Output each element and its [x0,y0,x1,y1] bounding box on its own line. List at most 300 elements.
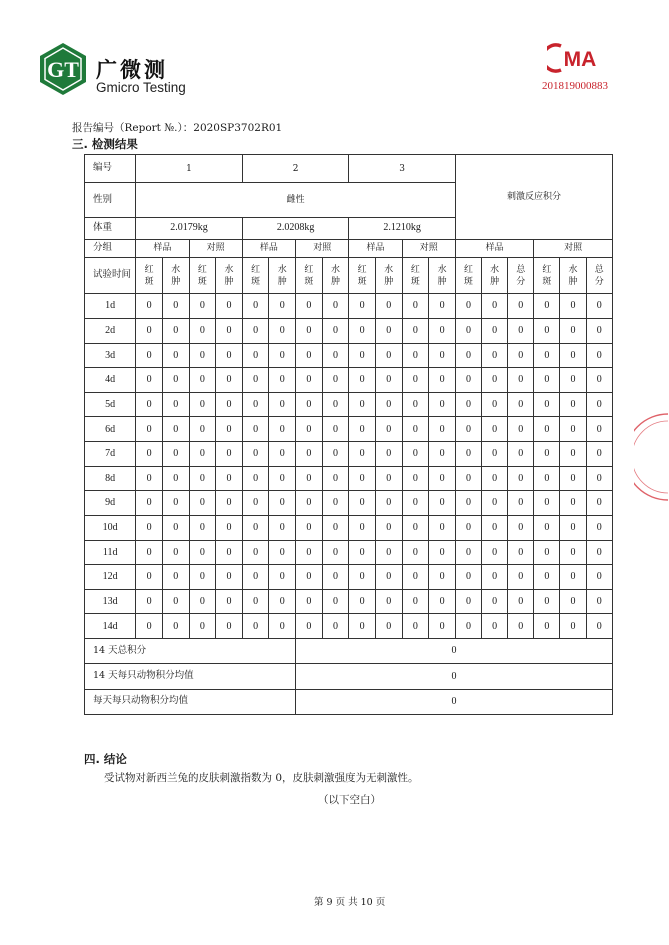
score-cell: 0 [322,540,349,565]
summary-row [85,689,613,714]
subheader-edema [216,257,243,293]
score-cell: 0 [375,515,402,540]
score-cell: 0 [375,540,402,565]
score-cell: 0 [560,540,586,565]
score-cell: 0 [216,614,243,639]
subheader-erythema-char: 红 [357,264,367,275]
score-cell: 0 [375,294,402,319]
score-cell: 0 [560,515,586,540]
score-cell: 0 [429,491,456,516]
score-cell: 0 [429,565,456,590]
score-cell: 0 [429,318,456,343]
score-cell: 0 [508,294,534,319]
score-cell: 0 [482,565,508,590]
score-cell: 0 [429,589,456,614]
score-cell: 0 [455,392,481,417]
group-label: 分组 [85,239,136,257]
score-cell: 0 [189,368,216,393]
score-cell: 0 [242,540,269,565]
group-sample-2: 样品 [242,239,295,257]
score-cell: 0 [402,392,429,417]
score-cell: 0 [375,466,402,491]
subheader-edema-char: 水 [437,264,447,275]
score-cell: 0 [349,442,376,467]
score-cell: 0 [429,392,456,417]
score-cell: 0 [269,318,296,343]
subheader-erythema-char: 红 [463,264,473,275]
score-cell: 0 [534,565,560,590]
score-cell: 0 [162,417,189,442]
score-cell: 0 [242,614,269,639]
score-cell: 0 [586,466,612,491]
score-cell: 0 [136,294,163,319]
score-cell: 0 [560,368,586,393]
score-cell: 0 [216,565,243,590]
score-cell: 0 [402,368,429,393]
animal-id-2: 2 [242,155,349,183]
score-cell: 0 [349,343,376,368]
day-label: 11d [85,540,136,565]
day-label: 10d [85,515,136,540]
score-cell: 0 [269,343,296,368]
score-cell: 0 [375,392,402,417]
score-cell: 0 [586,614,612,639]
subheader-total [508,257,534,293]
score-cell: 0 [296,318,323,343]
table-row [85,589,613,614]
score-cell: 0 [242,589,269,614]
score-cell: 0 [242,466,269,491]
score-cell: 0 [429,540,456,565]
score-cell: 0 [322,343,349,368]
subheader-edema [482,257,508,293]
subheader-edema-char: 水 [568,264,578,275]
score-cell: 0 [322,589,349,614]
score-cell: 0 [162,294,189,319]
score-cell: 0 [349,294,376,319]
score-cell: 0 [296,491,323,516]
subheader-erythema [402,257,429,293]
score-cell: 0 [508,368,534,393]
score-cell: 0 [508,343,534,368]
subheader-erythema [534,257,560,293]
score-cell: 0 [429,294,456,319]
score-cell: 0 [508,318,534,343]
table-row [85,614,613,639]
summary-label: 每天每只动物积分均值 [85,689,296,714]
score-cell: 0 [508,417,534,442]
score-cell: 0 [349,540,376,565]
subheader-edema [375,257,402,293]
score-cell: 0 [349,614,376,639]
score-cell: 0 [269,515,296,540]
subheader-edema [162,257,189,293]
score-cell: 0 [216,343,243,368]
score-cell: 0 [586,540,612,565]
score-cell: 0 [242,565,269,590]
day-label: 13d [85,589,136,614]
score-cell: 0 [402,589,429,614]
blank-note: （以下空白） [318,794,381,806]
summary-value: 0 [296,664,613,689]
group-control-1: 对照 [189,239,242,257]
subheader-total-char: 总 [594,264,604,275]
table-row [85,466,613,491]
score-cell: 0 [216,318,243,343]
score-cell: 0 [375,442,402,467]
cma-certification-icon [547,42,605,74]
score-cell: 0 [296,417,323,442]
score-cell: 0 [136,442,163,467]
score-cell: 0 [534,589,560,614]
score-cell: 0 [322,294,349,319]
score-cell: 0 [508,614,534,639]
score-cell: 0 [162,318,189,343]
score-cell: 0 [534,515,560,540]
score-cell: 0 [189,515,216,540]
score-cell: 0 [216,417,243,442]
score-cell: 0 [136,466,163,491]
sex-label: 性别 [85,183,136,217]
score-cell: 0 [375,614,402,639]
score-cell: 0 [455,515,481,540]
score-cell: 0 [402,540,429,565]
subheader-total [586,257,612,293]
score-cell: 0 [269,442,296,467]
table-row [85,417,613,442]
score-cell: 0 [482,589,508,614]
day-label: 7d [85,442,136,467]
subheader-edema-char: 肿 [277,276,287,287]
group-sample-score: 样品 [455,239,533,257]
score-cell: 0 [322,392,349,417]
score-cell: 0 [402,294,429,319]
score-cell: 0 [586,318,612,343]
score-cell: 0 [269,417,296,442]
score-cell: 0 [375,417,402,442]
score-cell: 0 [375,343,402,368]
subheader-erythema-char: 红 [410,264,420,275]
score-cell: 0 [534,392,560,417]
weight-2: 2.0208kg [242,217,349,239]
score-cell: 0 [429,343,456,368]
score-cell: 0 [586,368,612,393]
score-cell: 0 [402,318,429,343]
score-cell: 0 [455,589,481,614]
subheader-edema-char: 肿 [171,276,181,287]
score-cell: 0 [349,491,376,516]
subheader-erythema-char: 斑 [144,276,154,287]
group-control-2: 对照 [296,239,349,257]
weight-1: 2.0179kg [136,217,243,239]
score-cell: 0 [375,491,402,516]
page-footer: 第 9 页 共 10 页 [314,897,386,908]
score-cell: 0 [349,515,376,540]
score-cell: 0 [402,343,429,368]
score-cell: 0 [482,442,508,467]
subheader-erythema-char: 斑 [251,276,261,287]
score-cell: 0 [296,614,323,639]
score-cell: 0 [189,318,216,343]
time-label: 试验时间 [85,257,136,293]
group-control-score: 对照 [534,239,613,257]
score-cell: 0 [560,614,586,639]
score-cell: 0 [189,540,216,565]
score-cell: 0 [375,318,402,343]
score-cell: 0 [162,540,189,565]
score-cell: 0 [189,294,216,319]
score-cell: 0 [162,343,189,368]
day-label: 5d [85,392,136,417]
score-cell: 0 [296,442,323,467]
day-label: 1d [85,294,136,319]
score-cell: 0 [136,540,163,565]
section-4-title: 四. 结论 [84,752,127,766]
score-cell: 0 [482,515,508,540]
score-cell: 0 [189,491,216,516]
score-cell: 0 [162,515,189,540]
brand-name-cn: 广微测 [96,58,168,82]
score-cell: 0 [349,318,376,343]
subheader-erythema-char: 斑 [304,276,314,287]
score-cell: 0 [508,515,534,540]
subheader-erythema [189,257,216,293]
score-cell: 0 [269,589,296,614]
section-3-title: 三. 检测结果 [72,137,138,151]
subheader-erythema-char: 红 [304,264,314,275]
report-number [72,120,282,135]
score-cell: 0 [482,614,508,639]
summary-value: 0 [296,689,613,714]
score-cell: 0 [402,491,429,516]
summary-value: 0 [296,639,613,664]
summary-label: 14 天总积分 [85,639,296,664]
score-cell: 0 [189,392,216,417]
brand-name-en: Gmicro Testing [96,80,186,95]
score-cell: 0 [508,392,534,417]
subheader-total-char: 分 [516,276,526,287]
score-cell: 0 [136,417,163,442]
score-cell: 0 [429,515,456,540]
subheader-erythema-char: 红 [251,264,261,275]
group-sample-1: 样品 [136,239,189,257]
subheader-edema-char: 水 [384,264,394,275]
score-cell: 0 [402,466,429,491]
score-cell: 0 [482,392,508,417]
score-cell: 0 [216,294,243,319]
score-cell: 0 [216,368,243,393]
table-row [85,318,613,343]
score-cell: 0 [375,565,402,590]
score-cell: 0 [269,294,296,319]
score-cell: 0 [189,614,216,639]
score-cell: 0 [162,368,189,393]
subheader-edema-char: 水 [277,264,287,275]
score-cell: 0 [189,417,216,442]
group-control-3: 对照 [402,239,455,257]
score-cell: 0 [455,540,481,565]
score-cell: 0 [455,368,481,393]
score-cell: 0 [455,491,481,516]
score-cell: 0 [455,417,481,442]
score-cell: 0 [560,318,586,343]
subheader-edema-char: 肿 [331,276,341,287]
table-row [85,540,613,565]
score-cell: 0 [322,491,349,516]
score-cell: 0 [242,368,269,393]
score-cell: 0 [402,614,429,639]
day-label: 8d [85,466,136,491]
score-cell: 0 [216,466,243,491]
subheader-erythema [455,257,481,293]
gmicro-logo-icon [36,42,90,96]
subheader-edema [322,257,349,293]
score-cell: 0 [136,343,163,368]
score-cell: 0 [242,491,269,516]
score-cell: 0 [296,515,323,540]
group-sample-3: 样品 [349,239,402,257]
subheader-erythema-char: 斑 [197,276,207,287]
day-label: 14d [85,614,136,639]
score-cell: 0 [534,368,560,393]
score-cell: 0 [508,589,534,614]
score-cell: 0 [216,491,243,516]
score-cell: 0 [482,417,508,442]
score-cell: 0 [560,589,586,614]
score-cell: 0 [322,442,349,467]
table-row [85,515,613,540]
subheader-edema-char: 水 [171,264,181,275]
score-cell: 0 [534,343,560,368]
score-cell: 0 [242,318,269,343]
score-cell: 0 [136,565,163,590]
score-cell: 0 [296,294,323,319]
table-row [85,565,613,590]
score-cell: 0 [242,294,269,319]
score-cell: 0 [482,318,508,343]
subheader-erythema-char: 红 [144,264,154,275]
score-cell: 0 [586,491,612,516]
subheader-edema-char: 肿 [384,276,394,287]
score-cell: 0 [534,540,560,565]
score-cell: 0 [402,515,429,540]
score-cell: 0 [349,466,376,491]
score-cell: 0 [560,466,586,491]
score-cell: 0 [136,368,163,393]
score-cell: 0 [349,392,376,417]
score-cell: 0 [322,515,349,540]
report-number-value: 2020SP3702R01 [193,122,283,134]
table-row [85,343,613,368]
score-cell: 0 [322,318,349,343]
score-cell: 0 [586,392,612,417]
score-cell: 0 [296,368,323,393]
subheader-edema-char: 水 [224,264,234,275]
results-table [84,154,613,715]
report-number-label: 报告编号（Report №.）： [72,122,194,134]
score-cell: 0 [508,442,534,467]
score-cell: 0 [455,442,481,467]
score-cell: 0 [322,417,349,442]
score-cell: 0 [162,442,189,467]
score-cell: 0 [189,343,216,368]
score-cell: 0 [402,565,429,590]
subheader-edema [429,257,456,293]
score-cell: 0 [216,540,243,565]
score-cell: 0 [189,466,216,491]
subheader-erythema [136,257,163,293]
score-cell: 0 [560,392,586,417]
ma-logo-text: MA [563,48,597,71]
score-cell: 0 [242,515,269,540]
score-cell: 0 [560,442,586,467]
subheader-edema-char: 水 [331,264,341,275]
score-cell: 0 [586,294,612,319]
score-cell: 0 [136,491,163,516]
score-cell: 0 [216,392,243,417]
day-label: 12d [85,565,136,590]
score-cell: 0 [586,515,612,540]
score-cell: 0 [560,343,586,368]
score-cell: 0 [375,368,402,393]
score-cell: 0 [429,417,456,442]
score-cell: 0 [296,565,323,590]
score-cell: 0 [508,565,534,590]
score-cell: 0 [482,491,508,516]
score-cell: 0 [162,589,189,614]
subheader-erythema [242,257,269,293]
score-cell: 0 [455,614,481,639]
score-cell: 0 [455,294,481,319]
score-cell: 0 [242,442,269,467]
score-cell: 0 [296,466,323,491]
score-cell: 0 [269,368,296,393]
subheader-edema-char: 水 [490,264,500,275]
score-cell: 0 [560,294,586,319]
score-cell: 0 [162,565,189,590]
score-cell: 0 [402,417,429,442]
sex-value: 雌性 [136,183,456,217]
subheader-total-char: 分 [594,276,604,287]
score-cell: 0 [162,491,189,516]
score-cell: 0 [534,318,560,343]
table-row [85,491,613,516]
score-cell: 0 [429,466,456,491]
score-cell: 0 [482,466,508,491]
day-label: 9d [85,491,136,516]
score-cell: 0 [162,466,189,491]
score-cell: 0 [296,392,323,417]
score-cell: 0 [455,565,481,590]
score-cell: 0 [455,318,481,343]
score-cell: 0 [189,442,216,467]
score-cell: 0 [269,565,296,590]
weight-3: 2.1210kg [349,217,456,239]
subheader-erythema-char: 红 [542,264,552,275]
weight-label: 体重 [85,217,136,239]
score-cell: 0 [349,589,376,614]
subheader-edema-char: 肿 [490,276,500,287]
subheader-erythema-char: 红 [197,264,207,275]
score-cell: 0 [136,589,163,614]
day-label: 6d [85,417,136,442]
score-cell: 0 [455,466,481,491]
conclusion-text: 受试物对新西兰兔的皮肤刺激指数为 0，皮肤刺激强度为无刺激性。 [104,772,419,784]
score-cell: 0 [269,614,296,639]
score-cell: 0 [322,614,349,639]
score-cell: 0 [586,589,612,614]
score-cell: 0 [508,540,534,565]
